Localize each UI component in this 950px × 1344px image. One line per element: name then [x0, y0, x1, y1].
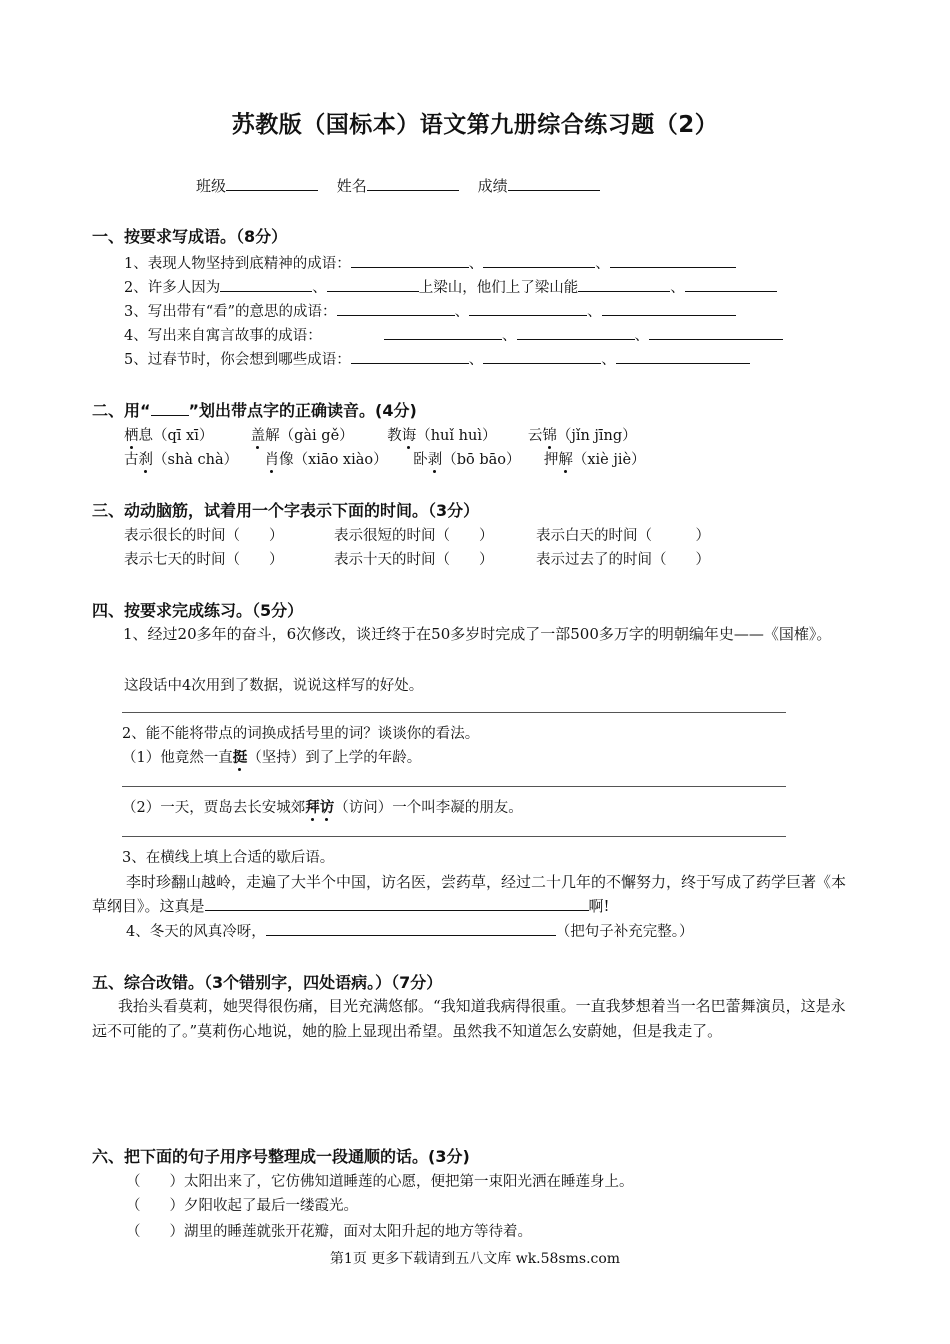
s3-item: 表示七天的时间（ ）: [124, 552, 284, 568]
answer-blank[interactable]: [483, 253, 595, 268]
name-blank[interactable]: [367, 176, 459, 191]
answer-blank[interactable]: [220, 277, 312, 292]
pinyin-item: 教诲（huǐ huì）: [387, 428, 497, 444]
answer-blank[interactable]: [384, 325, 502, 340]
answer-blank[interactable]: [578, 277, 670, 292]
s3-item: 表示白天的时间（ ）: [536, 528, 710, 544]
section-6-heading: 六、把下面的句子用序号整理成一段通顺的话。(3分): [92, 1147, 470, 1166]
answer-blank[interactable]: [602, 301, 736, 316]
answer-blank[interactable]: [649, 325, 783, 340]
s5-text: 我抬头看莫莉，她哭得很伤痛，目光充满悠郁。“我知道我病得很重。一直我梦想着当一名巴蕾舞演员，这是永远不可能的了。”莫莉伤心地说，她的脸上显现出希望。虽然我不知道怎么安蔚她，但是我走了。: [92, 997, 846, 1040]
s3-item: 表示十天的时间（ ）: [334, 552, 494, 568]
answer-line[interactable]: [122, 836, 786, 837]
section-2-heading: 二、用“ ”划出带点字的正确读音。(4分): [92, 401, 417, 420]
section-3-heading: 三、动动脑筋，试着用一个字表示下面的时间。（3分）: [92, 501, 480, 520]
answer-blank[interactable]: [351, 349, 469, 364]
s4-p3: 2、能不能将带点的词换成括号里的词？谈谈你的看法。: [122, 726, 480, 742]
s6-item: （ ）湖里的睡莲就张开花瓣，面对太阳升起的地方等待着。: [126, 1224, 532, 1240]
pinyin-item: 盖解（gài gě）: [250, 428, 354, 444]
s4-p6: 3、在横线上填上合适的歇后语。: [122, 850, 335, 866]
s2-row-1: [124, 424, 668, 445]
pinyin-item: 卧剥（bō bāo）: [413, 452, 521, 468]
s4-p8: 4、冬天的风真冷呀， （把句子补充完整。）: [126, 920, 693, 941]
s4-p5: （2）一天，贾岛去长安城郊拜访（访问）一个叫李凝的朋友。: [122, 799, 523, 816]
answer-blank[interactable]: [517, 325, 635, 340]
answer-blank[interactable]: [266, 921, 556, 936]
s1-q1: 1、表现人物坚持到底精神的成语： 、 、: [124, 252, 736, 273]
s4-p1: 1、经过20多年的奋斗，6次修改，谈迁终于在50多岁时完成了一部500多万字的明朝编年史——《国榷》。: [123, 625, 832, 643]
pinyin-item: 栖息（qī xī）: [124, 428, 214, 444]
student-info: [196, 175, 614, 196]
s4-p4: （1）他竟然一直挺（坚持）到了上学的年龄。: [122, 749, 422, 766]
answer-blank[interactable]: [469, 301, 587, 316]
answer-blank[interactable]: [616, 349, 750, 364]
s2-row-2: [124, 448, 674, 469]
pinyin-item: 押解（xiè jiè）: [543, 452, 646, 468]
class-blank[interactable]: [226, 176, 318, 191]
answer-blank[interactable]: [337, 301, 455, 316]
pinyin-item: 肖像（xiāo xiào）: [264, 452, 388, 468]
s1-q3: 3、写出带有“看”的意思的成语： 、 、: [124, 300, 736, 321]
class-label: 班级: [196, 177, 227, 195]
underline-sample: [151, 403, 189, 416]
answer-blank[interactable]: [483, 349, 601, 364]
s4-p7: 李时珍翻山越岭，走遍了大半个中国，访名医，尝药草，经过二十几年的不懈努力，终于写成了药学巨著《本草纲目》。这真是 啊!: [92, 873, 847, 915]
s1-q2: 2、许多人因为 、 上梁山，他们上了梁山能 、: [124, 276, 777, 297]
s1-q5: 5、过春节时，你会想到哪些成语： 、 、: [124, 348, 750, 369]
s6-item: （ ）夕阳收起了最后一缕霞光。: [126, 1198, 358, 1214]
answer-blank[interactable]: [610, 253, 736, 268]
answer-blank[interactable]: [327, 277, 419, 292]
section-5-heading: 五、综合改错。（3个错别字，四处语病。）（7分）: [92, 973, 443, 992]
s6-item: （ ）太阳出来了，它仿佛知道睡莲的心愿，便把第一束阳光洒在睡莲身上。: [126, 1174, 634, 1190]
page-title: 苏教版（国标本）语文第九册综合练习题（2）: [231, 112, 719, 138]
pinyin-item: 古刹（shà chà）: [124, 452, 239, 468]
score-blank[interactable]: [508, 176, 600, 191]
name-label: 姓名: [336, 177, 367, 195]
section-4-heading: 四、按要求完成练习。（5分）: [92, 601, 304, 620]
answer-line[interactable]: [122, 786, 786, 787]
answer-blank[interactable]: [685, 277, 777, 292]
s3-item: 表示过去了的时间（ ）: [536, 552, 710, 568]
page-footer: 第1页 更多下载请到五八文库 wk.58sms.com: [329, 1251, 621, 1267]
section-1-heading: 一、按要求写成语。（8分）: [92, 227, 288, 246]
s1-q4: 4、写出来自寓言故事的成语： 、 、: [124, 324, 783, 345]
answer-blank[interactable]: [351, 253, 469, 268]
s4-p2: 这段话中4次用到了数据，说说这样写的好处。: [124, 678, 424, 694]
answer-blank[interactable]: [205, 896, 589, 911]
s3-item: 表示很短的时间（ ）: [334, 528, 494, 544]
score-label: 成绩: [477, 177, 508, 195]
answer-line[interactable]: [122, 712, 786, 713]
pinyin-item: 云锦（jǐn jīng）: [527, 428, 637, 444]
s3-item: 表示很长的时间（ ）: [124, 528, 284, 544]
